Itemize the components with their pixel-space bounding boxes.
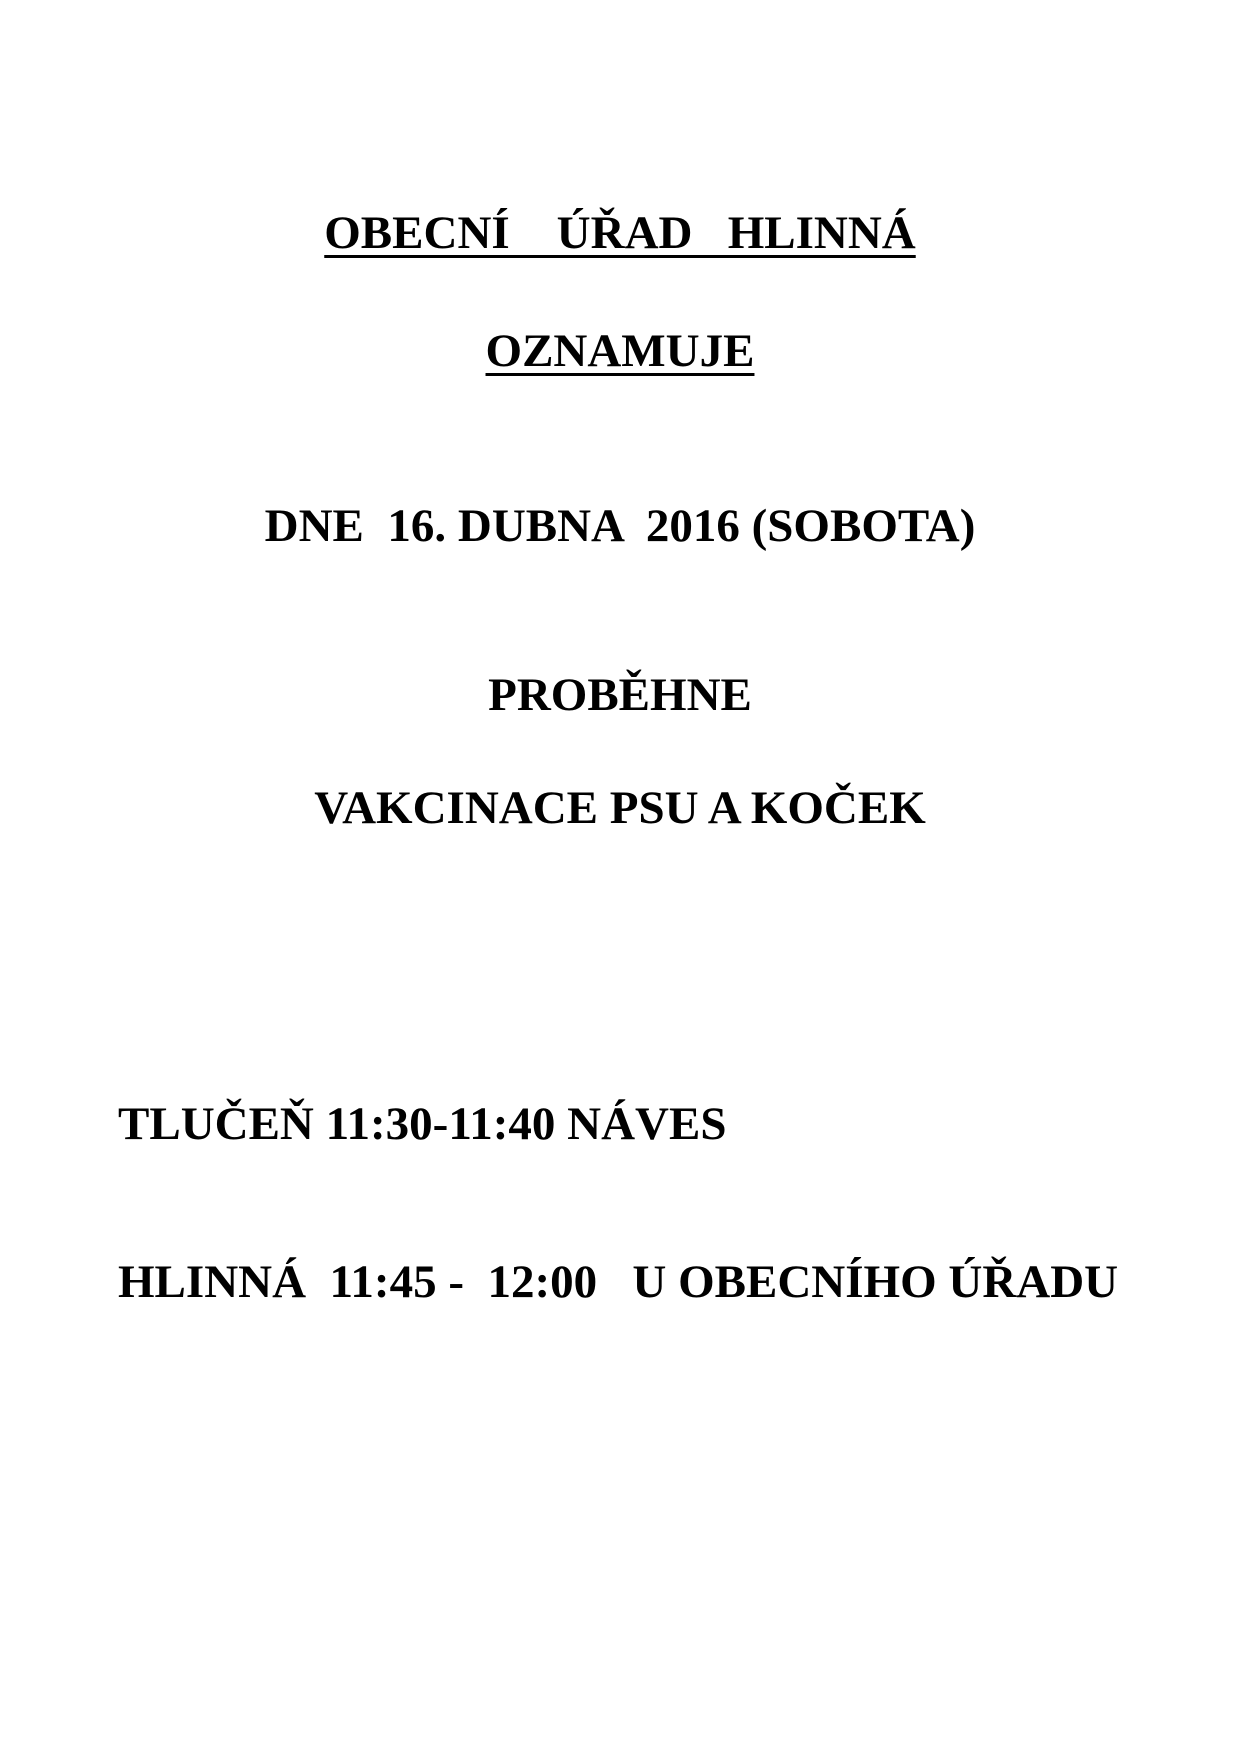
notice-heading: OBECNÍ ÚŘAD HLINNÁ — [324, 207, 916, 259]
event-date: DNE 16. DUBNA 2016 (SOBOTA) — [264, 500, 976, 552]
schedule-item-tlucen: TLUČEŇ 11:30-11:40 NÁVES — [118, 1098, 727, 1150]
event-verb: PROBĚHNE — [488, 669, 752, 721]
schedule-item-hlinna: HLINNÁ 11:45 - 12:00 U OBECNÍHO ÚŘADU — [118, 1256, 1119, 1308]
notice-subheading: OZNAMUJE — [485, 325, 755, 377]
event-name: VAKCINACE PSU A KOČEK — [314, 782, 926, 834]
